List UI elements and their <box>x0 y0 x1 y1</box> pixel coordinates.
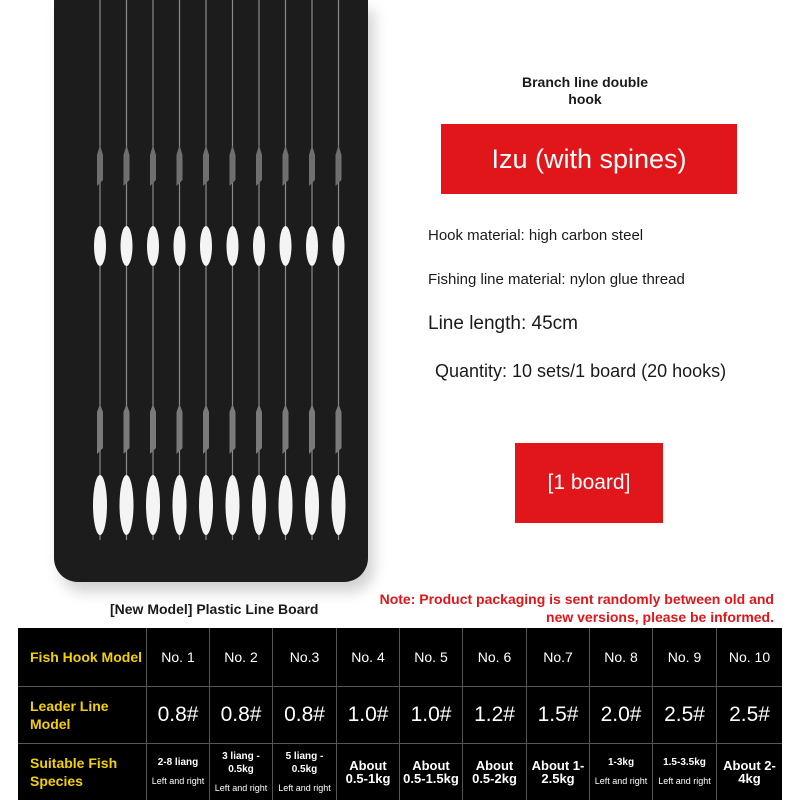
board-slot <box>120 475 134 535</box>
hook-model-cell-3: No.3 <box>272 628 336 686</box>
species-cell-4 <box>336 744 399 800</box>
hook-model-cell-10: No. 10 <box>716 628 782 686</box>
leader-line-cell-10: 2.5# <box>716 687 782 743</box>
hook-material: Hook material: high carbon steel <box>428 227 644 244</box>
hook-model-cell-6: No. 6 <box>462 628 526 686</box>
species-row <box>18 744 782 800</box>
leader-line-cell-2: 0.8# <box>209 687 272 743</box>
species-range: About 1-2.5kg <box>531 758 585 786</box>
species-qualifier: Left and right <box>278 782 331 793</box>
hook <box>124 404 130 454</box>
hook <box>336 145 342 186</box>
hook-rig-illustration <box>54 0 368 582</box>
board-slot <box>200 226 212 266</box>
row-header-leader-line: Leader Line Model <box>30 698 109 732</box>
board-slot <box>305 475 319 535</box>
hook-model-cell-4: No. 4 <box>336 628 399 686</box>
board-slot <box>306 226 318 266</box>
species-qualifier: Left and right <box>594 776 648 786</box>
leader-line-cell-8: 2.0# <box>589 687 652 743</box>
hook <box>203 145 209 186</box>
hook <box>256 404 262 454</box>
species-cell-7 <box>526 744 589 800</box>
hook <box>97 145 103 186</box>
board-slot <box>93 475 107 535</box>
board-slot <box>94 226 106 266</box>
hook <box>150 145 156 186</box>
board-slot <box>227 226 239 266</box>
hook <box>177 404 183 454</box>
line-material: Fishing line material: nylon glue thread <box>428 271 685 288</box>
hook <box>230 404 236 454</box>
species-qualifier: Left and right <box>658 776 711 786</box>
hook <box>97 404 103 454</box>
hook <box>177 145 183 186</box>
species-cell-10 <box>716 744 782 800</box>
hook <box>150 404 156 454</box>
line-length: Line length: 45cm <box>428 313 578 334</box>
board-slot <box>253 226 265 266</box>
species-cell-5 <box>399 744 462 800</box>
hook <box>309 404 315 454</box>
hook-model-cell-2: No. 2 <box>209 628 272 686</box>
hook-type-banner <box>441 124 737 194</box>
leader-line-cell-4: 1.0# <box>336 687 399 743</box>
species-cell-1 <box>146 744 209 800</box>
packaging-note: Note: Product packaging is sent randomly between old and new versions, please be informed. <box>379 591 774 625</box>
leader-line-cell-9: 2.5# <box>652 687 716 743</box>
species-range: About 0.5-1kg <box>345 758 391 786</box>
leader-line-cell-5: 1.0# <box>399 687 462 743</box>
board-slot <box>121 226 133 266</box>
board-count-button <box>515 443 663 523</box>
board-slot <box>279 475 293 535</box>
board-slot <box>199 475 213 535</box>
spec-table <box>18 628 782 800</box>
hook-model-cell-5: No. 5 <box>399 628 462 686</box>
species-range: About 2-4kg <box>723 758 776 786</box>
hook-model-cell-7: No.7 <box>526 628 589 686</box>
species-range: 3 liang - 0.5kg <box>222 750 260 775</box>
species-range: About 0.5-2kg <box>472 758 517 786</box>
hook <box>124 145 130 186</box>
board-slot <box>174 226 186 266</box>
board-slot <box>280 226 292 266</box>
leader-line-cell-7: 1.5# <box>526 687 589 743</box>
board-slot <box>332 475 346 535</box>
species-cell-3 <box>272 744 336 800</box>
leader-line-cell-6: 1.2# <box>462 687 526 743</box>
hook <box>256 145 262 186</box>
species-range: 1.5-3.5kg <box>663 757 706 768</box>
leader-line-row <box>18 687 782 743</box>
leader-line-cell-1: 0.8# <box>146 687 209 743</box>
hook-model-cell-1: No. 1 <box>146 628 209 686</box>
hook-model-row <box>18 628 782 686</box>
species-cell-6 <box>462 744 526 800</box>
board-slot <box>226 475 240 535</box>
species-range: 2-8 liang <box>157 757 199 768</box>
board-slot <box>146 475 160 535</box>
subtitle: Branch line double hook <box>521 74 648 107</box>
leader-line-cell-3: 0.8# <box>272 687 336 743</box>
row-header-hook-model: Fish Hook Model <box>30 649 142 665</box>
board-slot <box>333 226 345 266</box>
row-header-species: Suitable Fish Species <box>30 755 118 789</box>
board-caption: [New Model] Plastic Line Board <box>110 601 319 617</box>
board-count-label: [1 board] <box>547 471 631 494</box>
hook <box>283 145 289 186</box>
hook <box>309 145 315 186</box>
line-board-photo <box>54 0 368 582</box>
species-cell-8 <box>589 744 652 800</box>
hook <box>203 404 209 454</box>
species-range: About 0.5-1.5kg <box>403 758 459 786</box>
board-slot <box>147 226 159 266</box>
species-qualifier: Left and right <box>214 782 268 793</box>
hook-model-cell-9: No. 9 <box>652 628 716 686</box>
quantity: Quantity: 10 sets/1 board (20 hooks) <box>435 361 727 381</box>
species-cell-9 <box>652 744 716 800</box>
hook <box>230 145 236 186</box>
species-cell-2 <box>209 744 272 800</box>
species-range: 1-3kg <box>607 757 635 768</box>
hook-model-cell-8: No. 8 <box>589 628 652 686</box>
species-qualifier: Left and right <box>151 776 205 786</box>
hook <box>336 404 342 454</box>
species-range: 5 liang - 0.5kg <box>285 750 324 775</box>
hook-type-label: Izu (with spines) <box>491 143 687 174</box>
board-slot <box>252 475 266 535</box>
board-slot <box>173 475 187 535</box>
hook <box>283 404 289 454</box>
